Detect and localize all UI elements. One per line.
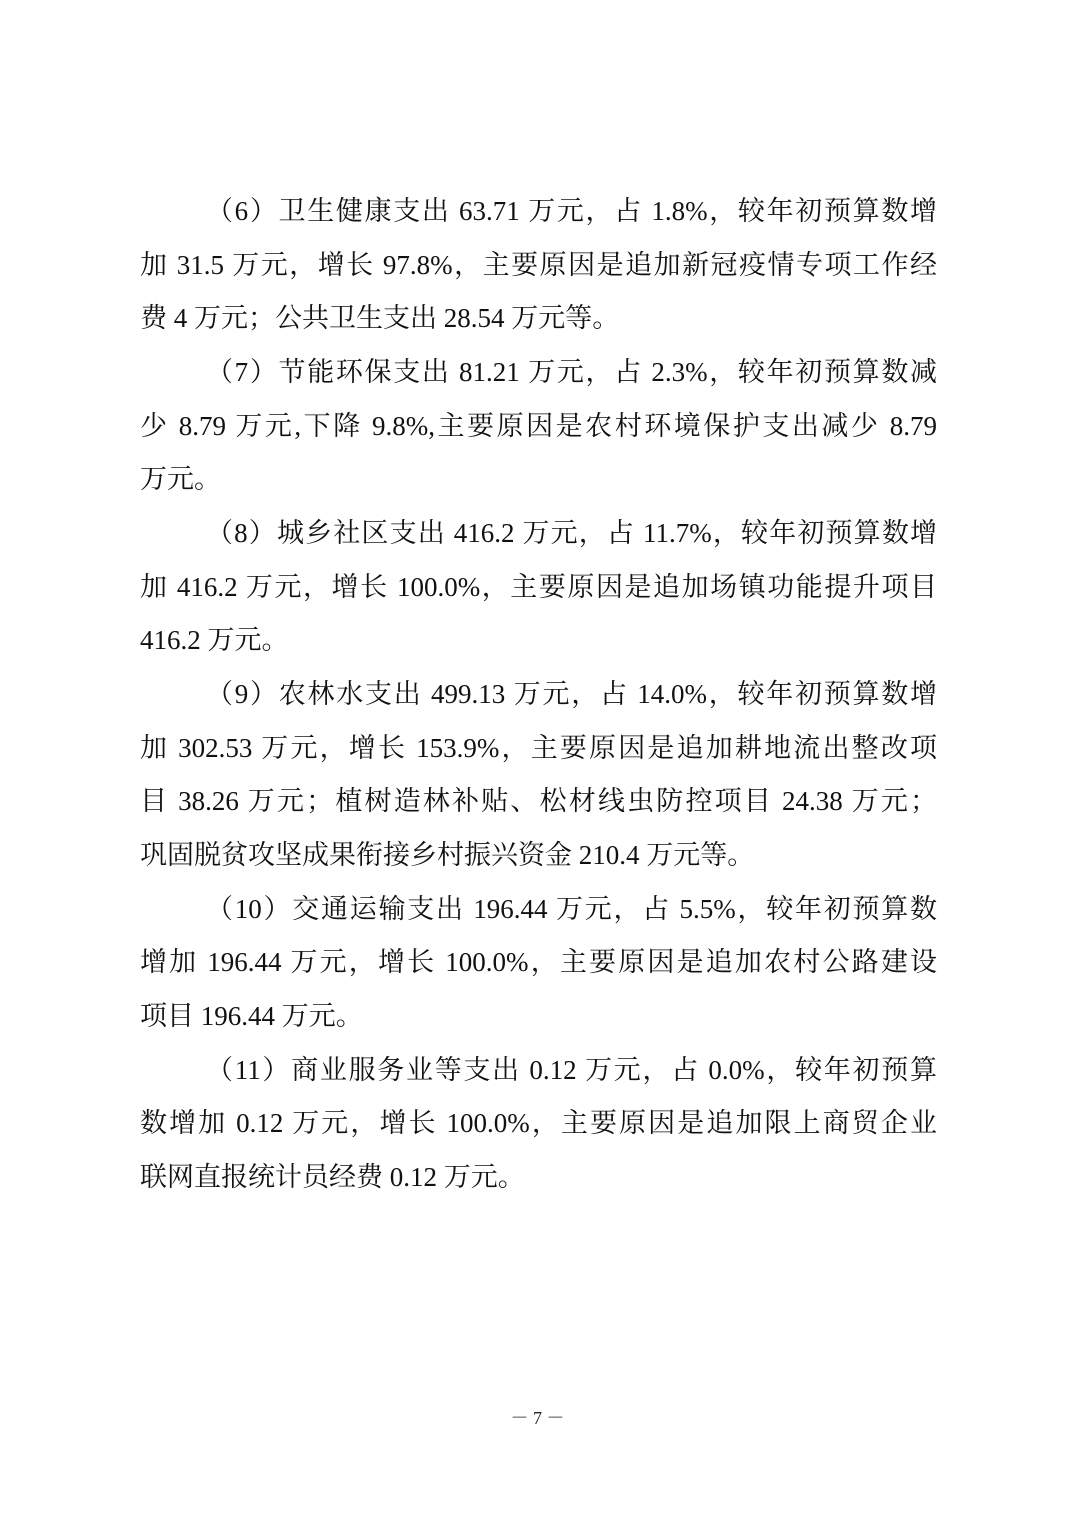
text-line: 项目 196.44 万元。	[140, 1000, 363, 1031]
text-line: （7）节能环保支出 81.21 万元，占 2.3%，较年初预算数减	[206, 356, 937, 387]
text-line: 联网直报统计员经费 0.12 万元。	[140, 1161, 525, 1192]
text-line: （6）卫生健康支出 63.71 万元，占 1.8%，较年初预算数增	[206, 196, 937, 226]
text-line: 增加 196.44 万元，增长 100.0%，主要原因是追加农村公路建设	[140, 947, 937, 978]
body-text	[140, 185, 937, 1204]
text-line: （8）城乡社区支出 416.2 万元，占 11.7%，较年初预算数增	[206, 517, 937, 548]
text-line: 巩固脱贫攻坚成果衔接乡村振兴资金 210.4 万元等。	[140, 839, 755, 870]
text-line: 数增加 0.12 万元，增长 100.0%，主要原因是追加限上商贸企业	[140, 1108, 937, 1139]
page-number: － 7 －	[510, 1408, 565, 1428]
paragraph-item-9	[140, 668, 937, 883]
paragraph-item-6	[140, 185, 937, 346]
text-line: 费 4 万元；公共卫生支出 28.54 万元等。	[140, 303, 620, 334]
paragraph-item-7	[140, 346, 937, 507]
text-line: 目 38.26 万元；植树造林补贴、松材线虫防控项目 24.38 万元；	[140, 786, 937, 817]
text-line: 少 8.79 万元,下降 9.8%,主要原因是农村环境保护支出减少 8.79	[140, 410, 937, 441]
paragraph-item-10	[140, 883, 937, 1044]
text-line: （9）农林水支出 499.13 万元，占 14.0%，较年初预算数增	[206, 678, 937, 709]
text-line: （11）商业服务业等支出 0.12 万元，占 0.0%，较年初预算	[206, 1054, 937, 1085]
text-line: 万元。	[140, 464, 221, 495]
text-line: 加 31.5 万元，增长 97.8%，主要原因是追加新冠疫情专项工作经	[140, 249, 937, 280]
text-line: （10）交通运输支出 196.44 万元，占 5.5%，较年初预算数	[206, 893, 937, 924]
text-line: 加 302.53 万元，增长 153.9%，主要原因是追加耕地流出整改项	[140, 732, 937, 763]
text-line: 加 416.2 万元，增长 100.0%，主要原因是追加场镇功能提升项目	[140, 571, 937, 602]
paragraph-item-11	[140, 1044, 937, 1205]
text-line: 416.2 万元。	[140, 625, 289, 656]
paragraph-item-8	[140, 507, 937, 668]
